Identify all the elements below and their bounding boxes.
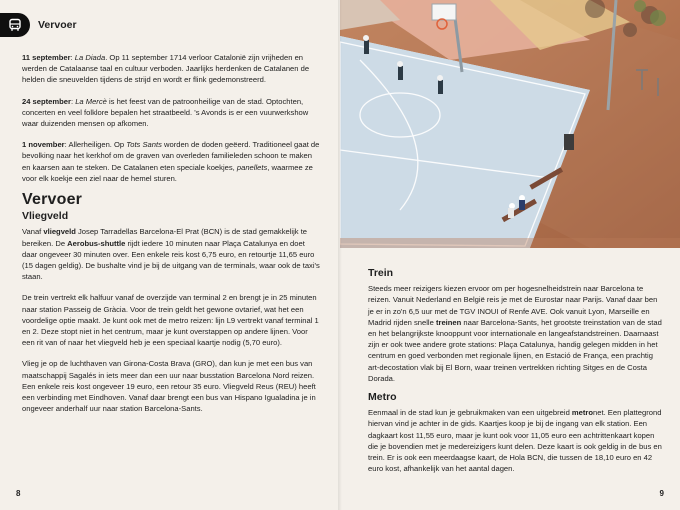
date-label: 11 september bbox=[22, 53, 71, 62]
page-number: 9 bbox=[659, 489, 664, 498]
event-name: Tots Sants bbox=[126, 140, 162, 150]
paragraph-la-merce: 24 september: La Mercè is het feest van de patroonheilige van de stad. Optochten, concerten en veel folklore bepalen het straatbeeld. 's Avonds is er een vuurwerkshow waar duizenden mensen op afkomen. bbox=[22, 96, 309, 129]
paragraph-metro: Eenmaal in de stad kun je gebruikmaken van een uitgebreid metronet. Een plattegrond hiervan vind je achter in de gids. Kaartjes koop je bij de ingang van elk station. Een dagkaart kost 11,55 euro, maar je kunt ook voor 11,05 euro een achtrittenkaart kopen die je bovendien met je medereizigers kunt delen. Deze kaart is ook geldig in de bus en trein. Er is ook een meerdaagse kaart, de Hola BCN, die tussen de 18,10 euro en 42 euro kost, afhankelijk van het aantal dagen. bbox=[368, 408, 662, 474]
paragraph-trein: Steeds meer reizigers kiezen ervoor om per hogesnelheidstrein naar Barcelona te reizen. Vanuit Nederland en België reis je met de Eurostar naar Parijs. Vanaf daar ben je er in zo'n 6,5 uur met de TGV INOUI of Renfe AVE. Ook vanuit Lyon, Marseille en Madrid rijden snelle treinen naar Barcelona-Sants, het grootste treinstation van de stad en het belangrijkste knooppunt voor internationale en langeafstandstreinen. Daarnaast zijn er ook twee andere grote stations: Plaça Catalunya, handig gelegen midden in het centrum en goed verbonden met regionale lijnen, en Estació de França, een prachtig art-decostation vlak bij El Born, waar treinen vertrekken richting Sitges en de Costa Dorada. bbox=[368, 284, 662, 383]
book-gutter bbox=[338, 0, 342, 510]
page-number: 8 bbox=[16, 489, 21, 498]
paragraph-vliegveld-2: De trein vertrekt elk halfuur vanaf de overzijde van terminal 2 en brengt je in 25 minuten naar station Passeig de Gràcia. Voor de trein geldt het gewone ovtarief, wat het een voordelige optie maakt. Je kunt ook met de metro reizen: lijn L9 vertrekt vanaf terminal 1 en 2. Deze stopt niet in het centrum, maar je kunt overstappen op andere lijnen. Voor een rit van of naar het vliegveld heb je een speciaal kaartje nodig (5,70 euro). bbox=[22, 293, 319, 348]
paragraph-text: . Op 11 september 1714 verloor Catalonië zijn vrijheden en werden de Catalaanse taal en cultuur verboden. Jaarlijks herdenken de Catalanen de helden die sneuvelden tijdens de strijd en wordt er flink gedemonstreerd. bbox=[22, 53, 310, 85]
cookie-name: panellets bbox=[236, 162, 268, 172]
running-head bbox=[0, 12, 77, 38]
date-label: 24 september bbox=[22, 96, 71, 106]
event-name: La Diada bbox=[74, 53, 106, 62]
paragraph-vliegveld-3: Vlieg je op de luchthaven van Girona-Costa Brava (GRO), dan kun je met een bus van maatschappij Sagalés in iets meer dan een uur naar busstation Barcelona Nord reizen. Een enkele reis kost ongeveer 19 euro, een retour 35 euro. Vliegveld Reus (REU) heeft een verbinding met Eindhoven. Vanaf daar brengt een bus van Hispano Igualadina je in ongeveer anderhalf uur naar station Barcelona-Sants. bbox=[22, 359, 316, 414]
running-head-title: Vervoer bbox=[38, 19, 77, 31]
paragraph-la-diada: 11 september: La Diada. Op 11 september 1714 verloor Catalonië zijn vrijheden en werden de Catalaanse taal en cultuur verboden. Jaarlijks herdenken de Catalanen de helden die sneuvelden tijdens de strijd en wordt er flink gedemonstreerd. bbox=[22, 53, 310, 85]
section-title: Vervoer bbox=[22, 191, 83, 209]
paragraph-vliegveld-1: Vanaf vliegveld Josep Tarradellas Barcelona-El Prat (BCN) is de stad gemakkelijk te bereiken. De Aerobus-shuttle rijdt iedere 10 minuten naar Plaça Catalunya en doet daar ongeveer 30 minuten over. Een enkele reis kost 6,75 euro, en retourtje 11,65 euro (15 dagen geldig). De bushalte vind je bij de uitgang van de terminals, waar ook de taxi's staan. bbox=[22, 227, 320, 282]
left-body bbox=[22, 52, 322, 424]
paragraph-text: is het feest van de patroonheilige van de stad. Optochten, concerten en veel folklore bepalen het straatbeeld. 's Avonds is er een vuurwerkshow waar duizenden mensen op afkomen. bbox=[22, 96, 309, 129]
right-page bbox=[340, 0, 680, 510]
right-body bbox=[368, 266, 664, 482]
basketball-court-photo bbox=[340, 0, 680, 248]
bus-icon bbox=[8, 18, 22, 32]
event-name: La Mercè bbox=[75, 96, 107, 106]
subsection-title-metro: Metro bbox=[368, 391, 397, 404]
date-label: 1 november bbox=[22, 140, 65, 150]
subsection-title: Vliegveld bbox=[22, 210, 69, 223]
bus-tab bbox=[0, 13, 30, 37]
subsection-title-trein: Trein bbox=[368, 267, 394, 279]
paragraph-tots-sants: 1 november: Allerheiligen. Op Tots Sants worden de doden geëerd. Traditioneel gaat de bevolking naar het kerkhof om de graven van overleden familieleden schoon te maken en kaarsen aan te steken. De Catalanen eten speciale koekjes, panellets, waarmee ze voor elk koekje een ziel naar de hemel sturen. bbox=[22, 140, 320, 183]
